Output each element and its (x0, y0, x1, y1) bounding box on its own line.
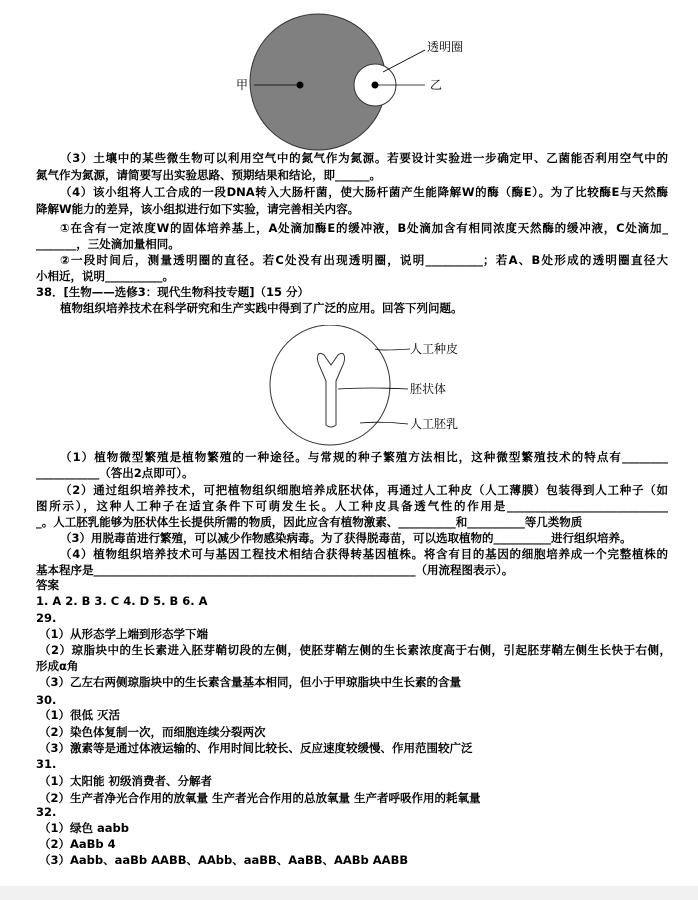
text-line: 基本程序是________________________________________________________（用流程图表示）。 (36, 563, 514, 577)
question-38-heading: 38．[生物——选修3：现代生物科技专题]（15 分） (36, 285, 310, 299)
text-line: （1）植物微型繁殖是植物繁殖的一种途径。与常规的种子繁殖方法相比，这种微型繁殖技术的特点有________ (60, 450, 668, 464)
text-line: 形成α角 (36, 659, 79, 673)
answer-mc: 1. A 2. B 3. C 4. D 5. B 6. A (36, 594, 208, 608)
text-line: （1）从形态学上端到形态学下端 (39, 627, 208, 641)
text-line: （2）通过组织培养技术，可把植物组织细胞培养成胚状体，再通过人工种皮（人工薄膜）包装得到人工种子（如 (60, 483, 668, 497)
text-line: _。人工胚乳能够为胚状体生长提供所需的物质，因此应含有植物激素、__________和__________等几类物质 (36, 515, 583, 529)
text-line: 小相近，说明__________。 (36, 269, 174, 283)
answer-heading: 答案 (36, 578, 59, 592)
label-embryoid: 胚状体 (410, 382, 447, 396)
text-line: 氮气作为氮源，请简要写出实验思路、预期结果和结论，即______。 (36, 168, 381, 182)
label-clear-zone: 透明圈 (427, 40, 464, 54)
text-line: 31. (36, 757, 57, 771)
text-line: （2）琼脂块中的生长素进入胚芽鞘切段的左侧，使胚芽鞘左侧的生长素浓度高于右侧，引起胚芽鞘左侧生长快于右侧， (39, 643, 671, 657)
text-line: （1）很低 灭活 (39, 708, 121, 722)
text-line: （2）染色体复制一次，而细胞连续分裂两次 (39, 725, 266, 739)
text-line: （2）AaBb 4 (39, 837, 116, 851)
text-line: ①在含有一定浓度W的固体培养基上，A处滴加酶E的缓冲液，B处滴加含有相同浓度天然酶的缓冲液，C处滴加_ (60, 221, 668, 235)
text-line: ___________（答出2点即可）。 (36, 466, 194, 480)
text-line: （3）激素等是通过体液运输的、作用时间比较长、反应速度较缓慢、作用范围较广泛 (39, 741, 473, 755)
label-yi: 乙 (430, 78, 443, 92)
label-endosperm: 人工胚乳 (410, 417, 459, 431)
petri-dish-figure (220, 8, 480, 158)
text-line: （2）生产者净光合作用的放氧量 生产者光合作用的总放氧量 生产者呼吸作用的耗氧量 (39, 791, 481, 805)
page-bottom-strip (0, 886, 698, 900)
text-line: 图所示），这种人工种子在适宜条件下可萌发生长。人工种皮具备透气性的作用是____________________________ (36, 499, 668, 513)
text-line: （4）该小组将人工合成的一段DNA转入大肠杆菌，使大肠杆菌产生能降解W的酶（酶E）。为了比较酶E与天然酶 (60, 185, 668, 199)
text-line: _______，三处滴加量相同。 (36, 237, 180, 251)
label-jia: 甲 (236, 78, 249, 92)
text-line: 降解W能力的差异，该小组拟进行如下实验，请完善相关内容。 (36, 202, 360, 216)
text-line: 29. (36, 611, 57, 625)
text-line: （1）绿色 aabb (39, 821, 129, 835)
text-line: （1）太阳能 初级消费者、分解者 (39, 774, 213, 788)
text-line: 32. (36, 805, 57, 819)
label-seed-coat: 人工种皮 (410, 342, 459, 356)
text-line: （4）植物组织培养技术可与基因工程技术相结合获得转基因植株。将含有目的基因的细胞培养成一个完整植株的 (60, 547, 668, 561)
text-line: （3）土壤中的某些微生物可以利用空气中的氮气作为氮源。若要设计实验进一步确定甲、乙菌能否利用空气中的 (60, 151, 668, 165)
text-line: ②一段时间后，测量透明圈的直径。若C处没有出现透明圈，说明__________；若A、B处形成的透明圈直径大 (60, 253, 668, 267)
artificial-seed-figure (260, 325, 490, 455)
text-line: 植物组织培养技术在科学研究和生产实践中得到了广泛的应用。回答下列问题。 (60, 301, 463, 315)
text-line: （3）乙左右两侧琼脂块中的生长素含量基本相同，但小于甲琼脂块中生长素的含量 (39, 675, 461, 689)
text-line: （3）用脱毒苗进行繁殖，可以减少作物感染病毒。为了获得脱毒苗，可以选取植物的__________进行组织培养。 (60, 531, 632, 545)
text-line: （3）Aabb、aaBb AABB、AAbb、aaBB、AaBB、AABb AABB (39, 853, 409, 867)
text-line: 30. (36, 693, 57, 707)
